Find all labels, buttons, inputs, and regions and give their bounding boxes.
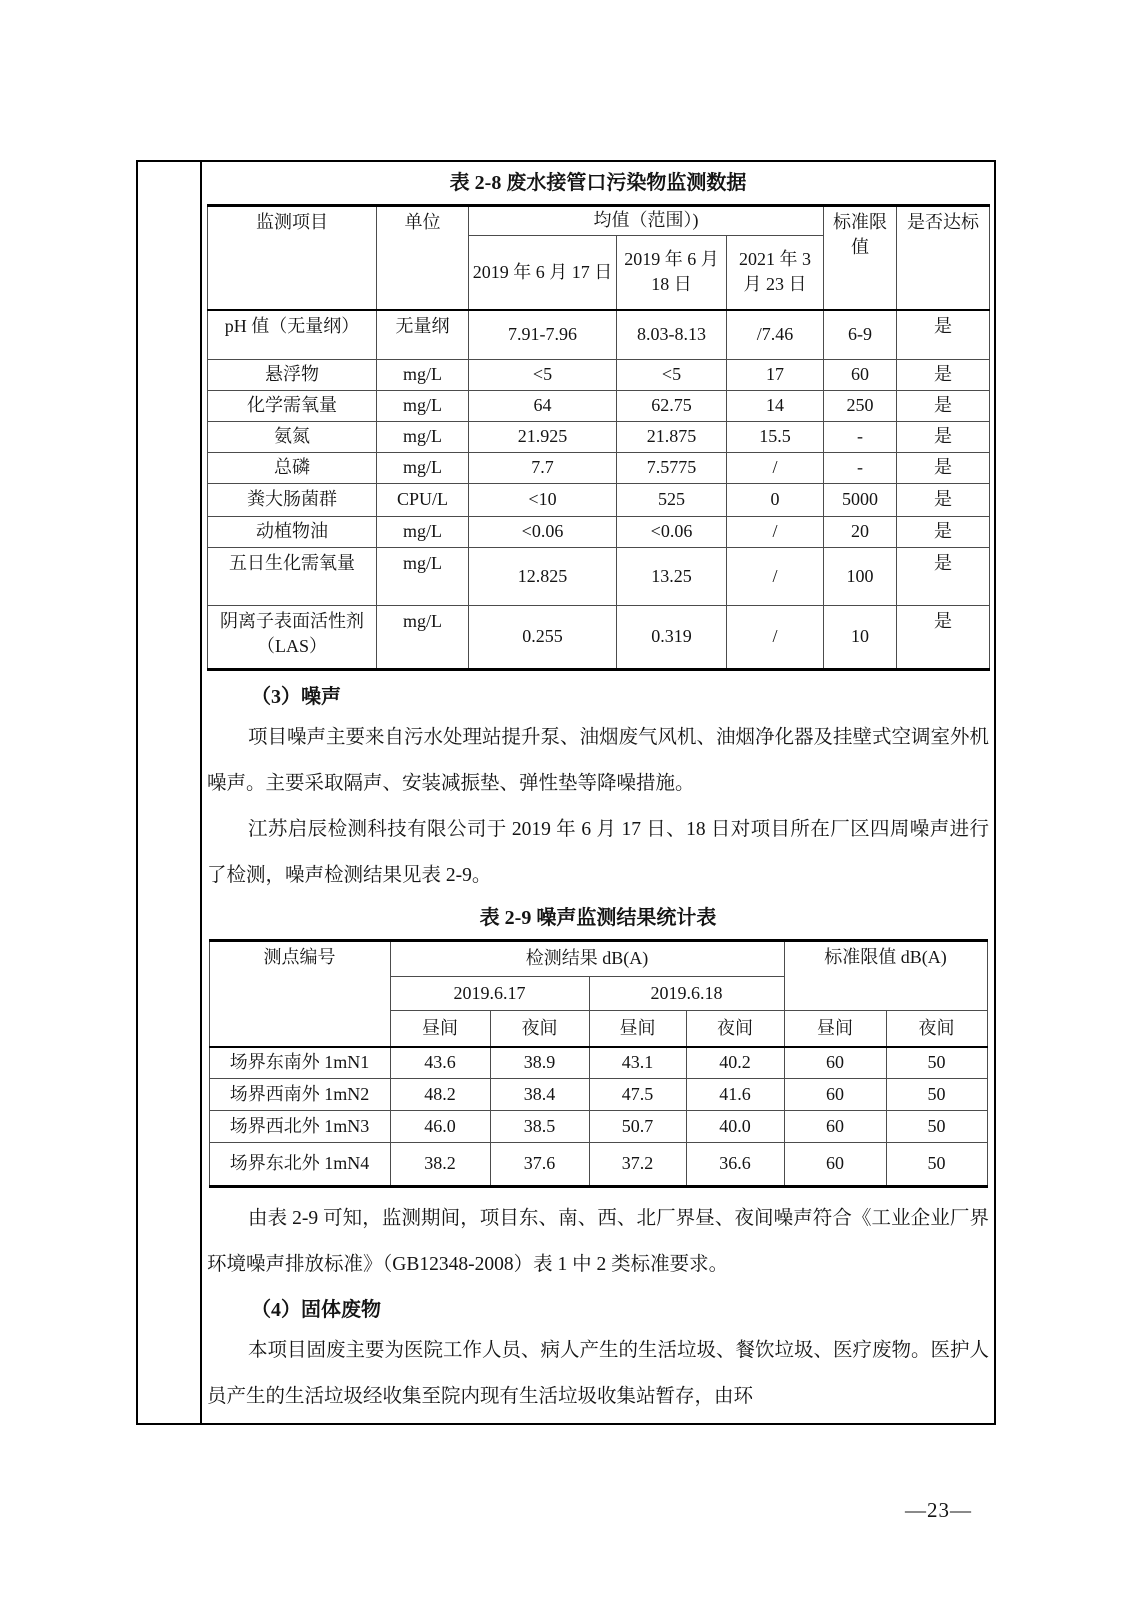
cell: 场界东北外 1mN4 [209, 1143, 390, 1187]
cell: CPU/L [377, 484, 469, 517]
cell: 是 [897, 310, 990, 360]
cell: 100 [824, 548, 897, 606]
cell: 525 [617, 484, 727, 517]
cell: 50 [886, 1111, 987, 1143]
cell: 6-9 [824, 310, 897, 360]
header-day: 昼间 [589, 1011, 686, 1047]
cell: 8.03-8.13 [617, 310, 727, 360]
section-3-heading: （3）噪声 [251, 686, 341, 708]
cell: 40.0 [686, 1111, 784, 1143]
cell: 50.7 [589, 1111, 686, 1143]
cell: 是 [897, 606, 990, 670]
table-2-8 [207, 204, 990, 671]
cell: 阴离子表面活性剂（LAS） [208, 606, 377, 670]
left-margin-cell [138, 162, 202, 1423]
cell: 60 [784, 1079, 886, 1111]
cell: / [727, 548, 824, 606]
cell: / [727, 453, 824, 484]
cell: 场界东南外 1mN1 [209, 1047, 390, 1079]
cell: 41.6 [686, 1079, 784, 1111]
table-row [208, 391, 990, 422]
cell: 0.255 [469, 606, 617, 670]
cell: mg/L [377, 360, 469, 391]
cell: mg/L [377, 606, 469, 670]
table-2-9-title: 表 2-9 噪声监测结果统计表 [479, 907, 717, 929]
table-row [209, 1143, 987, 1187]
cell: 40.2 [686, 1047, 784, 1079]
cell: pH 值（无量纲） [208, 310, 377, 360]
noise-paragraph-1: 项目噪声主要来自污水处理站提升泵、油烟废气风机、油烟净化器及挂壁式空调室外机噪声。主要采取隔声、安装减振垫、弹性垫等降噪措施。 [207, 727, 990, 794]
header-result: 检测结果 dB(A) [390, 941, 784, 977]
cell: <5 [617, 360, 727, 391]
cell: 12.825 [469, 548, 617, 606]
cell: 5000 [824, 484, 897, 517]
header-night: 夜间 [686, 1011, 784, 1047]
cell: 总磷 [208, 453, 377, 484]
noise-paragraph-2: 江苏启辰检测科技有限公司于 2019 年 6 月 17 日、18 日对项目所在厂区四周噪声进行了检测，噪声检测结果见表 2-9。 [207, 819, 989, 886]
cell: 20 [824, 517, 897, 548]
header-avg-range: 均值（范围）) [469, 206, 824, 236]
table-row [208, 422, 990, 453]
cell: - [824, 453, 897, 484]
header-limit: 标准限值 dB(A) [784, 941, 987, 1011]
cell: /7.46 [727, 310, 824, 360]
cell: <0.06 [617, 517, 727, 548]
cell: 21.925 [469, 422, 617, 453]
cell: 7.7 [469, 453, 617, 484]
cell: mg/L [377, 391, 469, 422]
cell: 0.319 [617, 606, 727, 670]
cell: 化学需氧量 [208, 391, 377, 422]
cell: 37.6 [490, 1143, 589, 1187]
header-limit: 标准限值 [824, 206, 897, 310]
table-row [208, 606, 990, 670]
cell: / [727, 517, 824, 548]
cell: 50 [886, 1047, 987, 1079]
cell: 是 [897, 422, 990, 453]
solid-waste-paragraph: 本项目固废主要为医院工作人员、病人产生的生活垃圾、餐饮垃圾、医疗废物。医护人员产生的生活垃圾经收集至院内现有生活垃圾收集站暂存，由环 [207, 1340, 990, 1407]
cell: 14 [727, 391, 824, 422]
table-row [208, 517, 990, 548]
header-date-2: 2019.6.18 [589, 977, 784, 1011]
table-row [208, 360, 990, 391]
header-date-3: 2021 年 3 月 23 日 [727, 236, 824, 310]
cell: 7.5775 [617, 453, 727, 484]
cell: 是 [897, 453, 990, 484]
cell: 38.4 [490, 1079, 589, 1111]
cell: 13.25 [617, 548, 727, 606]
cell: 60 [784, 1111, 886, 1143]
cell: / [727, 606, 824, 670]
header-date-1: 2019.6.17 [390, 977, 589, 1011]
cell: 是 [897, 548, 990, 606]
table-2-9 [209, 939, 988, 1188]
cell: mg/L [377, 422, 469, 453]
cell: 无量纲 [377, 310, 469, 360]
cell: 46.0 [390, 1111, 490, 1143]
cell: 是 [897, 360, 990, 391]
cell: 15.5 [727, 422, 824, 453]
cell: 64 [469, 391, 617, 422]
cell: 50 [886, 1079, 987, 1111]
cell: 250 [824, 391, 897, 422]
cell: 47.5 [589, 1079, 686, 1111]
cell: <10 [469, 484, 617, 517]
cell: 悬浮物 [208, 360, 377, 391]
cell: mg/L [377, 453, 469, 484]
header-pass: 是否达标 [897, 206, 990, 310]
cell: 10 [824, 606, 897, 670]
table-row [209, 1047, 987, 1079]
cell: 是 [897, 517, 990, 548]
cell: 43.1 [589, 1047, 686, 1079]
header-item: 监测项目 [208, 206, 377, 310]
cell: mg/L [377, 517, 469, 548]
cell: 38.9 [490, 1047, 589, 1079]
table-2-8-title: 表 2-8 废水接管口污染物监测数据 [449, 172, 747, 194]
cell: 动植物油 [208, 517, 377, 548]
content-frame [136, 160, 996, 1425]
cell: mg/L [377, 548, 469, 606]
cell: <0.06 [469, 517, 617, 548]
cell: 38.2 [390, 1143, 490, 1187]
header-day: 昼间 [784, 1011, 886, 1047]
header-unit: 单位 [377, 206, 469, 310]
cell: 36.6 [686, 1143, 784, 1187]
table-row [209, 1111, 987, 1143]
header-night: 夜间 [886, 1011, 987, 1047]
cell: 37.2 [589, 1143, 686, 1187]
cell: 7.91-7.96 [469, 310, 617, 360]
header-date-2: 2019 年 6 月 18 日 [617, 236, 727, 310]
cell: 48.2 [390, 1079, 490, 1111]
cell: 场界西北外 1mN3 [209, 1111, 390, 1143]
cell: 50 [886, 1143, 987, 1187]
header-night: 夜间 [490, 1011, 589, 1047]
cell: 62.75 [617, 391, 727, 422]
noise-conclusion-paragraph: 由表 2-9 可知，监测期间，项目东、南、西、北厂界昼、夜间噪声符合《工业企业厂界环境噪声排放标准》（GB12348-2008）表 1 中 2 类标准要求。 [207, 1208, 989, 1275]
cell: 粪大肠菌群 [208, 484, 377, 517]
cell: 0 [727, 484, 824, 517]
header-point: 测点编号 [209, 941, 390, 1047]
cell: 是 [897, 391, 990, 422]
table-row [208, 453, 990, 484]
table-row [208, 310, 990, 360]
cell: 60 [824, 360, 897, 391]
cell: 60 [784, 1047, 886, 1079]
cell: 是 [897, 484, 990, 517]
cell: 氨氮 [208, 422, 377, 453]
cell: 场界西南外 1mN2 [209, 1079, 390, 1111]
cell: 43.6 [390, 1047, 490, 1079]
page-number: —23— [905, 1498, 972, 1522]
table-row [209, 941, 987, 977]
content-area [202, 162, 994, 1423]
table-row [208, 206, 990, 236]
table-row [208, 484, 990, 517]
cell: 60 [784, 1143, 886, 1187]
cell: 五日生化需氧量 [208, 548, 377, 606]
header-day: 昼间 [390, 1011, 490, 1047]
cell: 38.5 [490, 1111, 589, 1143]
section-4-heading: （4）固体废物 [251, 1299, 381, 1321]
cell: <5 [469, 360, 617, 391]
header-date-1: 2019 年 6 月 17 日 [469, 236, 617, 310]
cell: 21.875 [617, 422, 727, 453]
cell: 17 [727, 360, 824, 391]
table-row [209, 1079, 987, 1111]
cell: - [824, 422, 897, 453]
table-row [208, 548, 990, 606]
